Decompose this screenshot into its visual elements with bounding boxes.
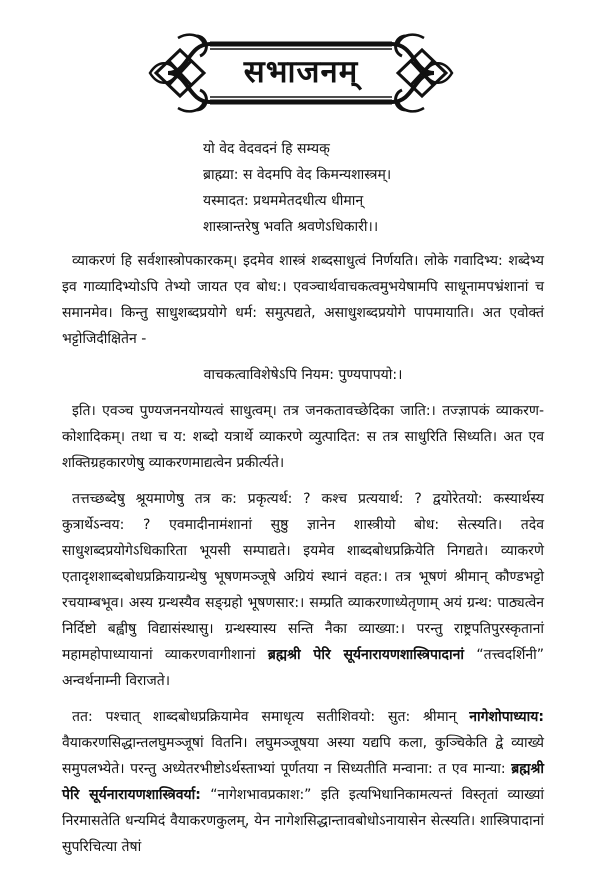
paragraph-4-mid: वैयाकरणसिद्धान्तलघुमञ्जूषां वितनि। लघुमञ्जूषया अस्या यद्यपि कला, कुञ्चिकेति द्वे व्याख्ये समुपलभ्येते। परन्तु अध्येतरभीष्टोऽर्थस्ताभ्यां पूर्णतया न सिध्यतीति मन्वाना: त एव मान्या: — [62, 735, 544, 777]
paragraph-3 — [62, 486, 544, 694]
paragraph-4 — [62, 704, 544, 860]
verse-block — [203, 136, 533, 240]
verse-line: यस्मादत: प्रथममेतदधीत्य धीमान् — [203, 193, 364, 209]
paragraph-4-text: तत: पश्चात् शाब्दबोधप्रक्रियामेव समाधृत्य सतीशिवयो: सुत: श्रीमान् — [72, 709, 470, 725]
header-ornament — [148, 30, 454, 116]
page-title: सभाजनम् — [243, 54, 359, 90]
paragraph-3-text: तत्तच्छब्देषु श्रूयमाणेषु तत्र क: प्रकृत्यर्थ: ? कश्च प्रत्ययार्थ: ? द्वयोरेतयो: कस्यार्थस्य कुत्रार्थेऽन्वय: ? एवमादीनामंशानां सुष्ठु ज्ञानेन शास्त्रीयो बोध: सेत्स्यति। तदेव साधुशब्दप्रयोगेऽधिकारिता भूयसी सम्पाद्यते। इयमेव शाब्दबोधप्रक्रियेति निगद्यते। व्याकरणे एतादृशशाब्दबोधप्रक्रियाग्रन्थेषु भूषणमञ्जूषे अग्रियं स्थानं वहत:। तत्र भूषणं श्रीमान् कौण्डभट्टो रचयाम्बभूव। अस्य ग्रन्थस्यैव सङ्ग्रहो भूषणसार:। सम्प्रति व्याकरणाध्येतृणाम् अयं ग्रन्थ: पाठ्यत्वेन निर्दिष्टो बह्वीषु विद्यासंस्थासु। ग्रन्थस्यास्य सन्ति नैका व्याख्या:। परन्तु राष्ट्रपतिपुरस्कृतानां महामहोपाध्यायानां व्याकरणवागीशानां — [62, 491, 544, 663]
verse-line: यो वेद वेदवदनं हि सम्यक् — [203, 141, 330, 157]
verse-line: शास्त्रान्तरेषु भवति श्रवणेऽधिकारी।। — [203, 219, 379, 235]
paragraph-1: व्याकरणं हि सर्वशास्त्रोपकारकम्। इदमेव शास्त्रं शब्दसाधुत्वं निर्णयति। लोके गवादिभ्य: शब्देभ्य इव गाव्यादिभ्योऽपि तेभ्यो जायत एव बोध:। एवञ्चार्थवाचकत्वमुभयेषामपि साधूनामपभ्रंशानां च समानमेव। किन्तु साधुशब्दप्रयोगे धर्म: समुत्पद्यते, असाधुशब्दप्रयोगे पापमायाति। अत एवोक्तं भट्टोजिदीक्षितेन - — [62, 253, 544, 347]
author-name-bold: ब्रह्मश्री पेरि सूर्यनारायणशास्त्रिपादानां — [267, 647, 465, 663]
quote-line: वाचकत्वाविशेषेऽपि नियम: पुण्यपापयो:। — [203, 367, 403, 383]
paragraph-2: इति। एवञ्च पुण्यजननयोग्यत्वं साधुत्वम्। तत्र जनकतावच्छेदिका जाति:। तज्ज्ञापकं व्याकरण-कोशादिकम्। तथा च य: शब्दो यत्रार्थे व्याकरणे व्युत्पादित: स तत्र साधुरिति सिध्यति। अत एव शक्तिग्रहकारणेषु व्याकरणमाद्यत्वेन प्रकीर्त्यते। — [62, 403, 544, 471]
paragraph-3-tail: “तत्त्वदर्शिनी” अन्वर्थनाम्नी विराजते। — [62, 647, 545, 689]
author-name-bold-2: ब्रह्मश्री पेरि सूर्यनारायणशास्त्रिवर्या: — [62, 761, 544, 803]
body-text — [62, 248, 544, 870]
paragraph-4-tail: “नागेशभावप्रकाश:” इति इत्यभिधानिकामत्यन्तं विस्तृतां व्याख्यां निरमासतेति धन्यमिदं वैयाकरणकुलम्, येन नागेशसिद्धान्तावबोधोऽनायासेन सेत्स्यति। शास्त्रिपादानां सुपरिचित्या तेषां — [62, 787, 545, 855]
verse-line: ब्राह्म्या: स वेदमपि वेद किमन्यशास्त्रम्। — [203, 167, 392, 183]
nagesha-name-bold: नागेशोपाध्याय: — [469, 709, 544, 725]
